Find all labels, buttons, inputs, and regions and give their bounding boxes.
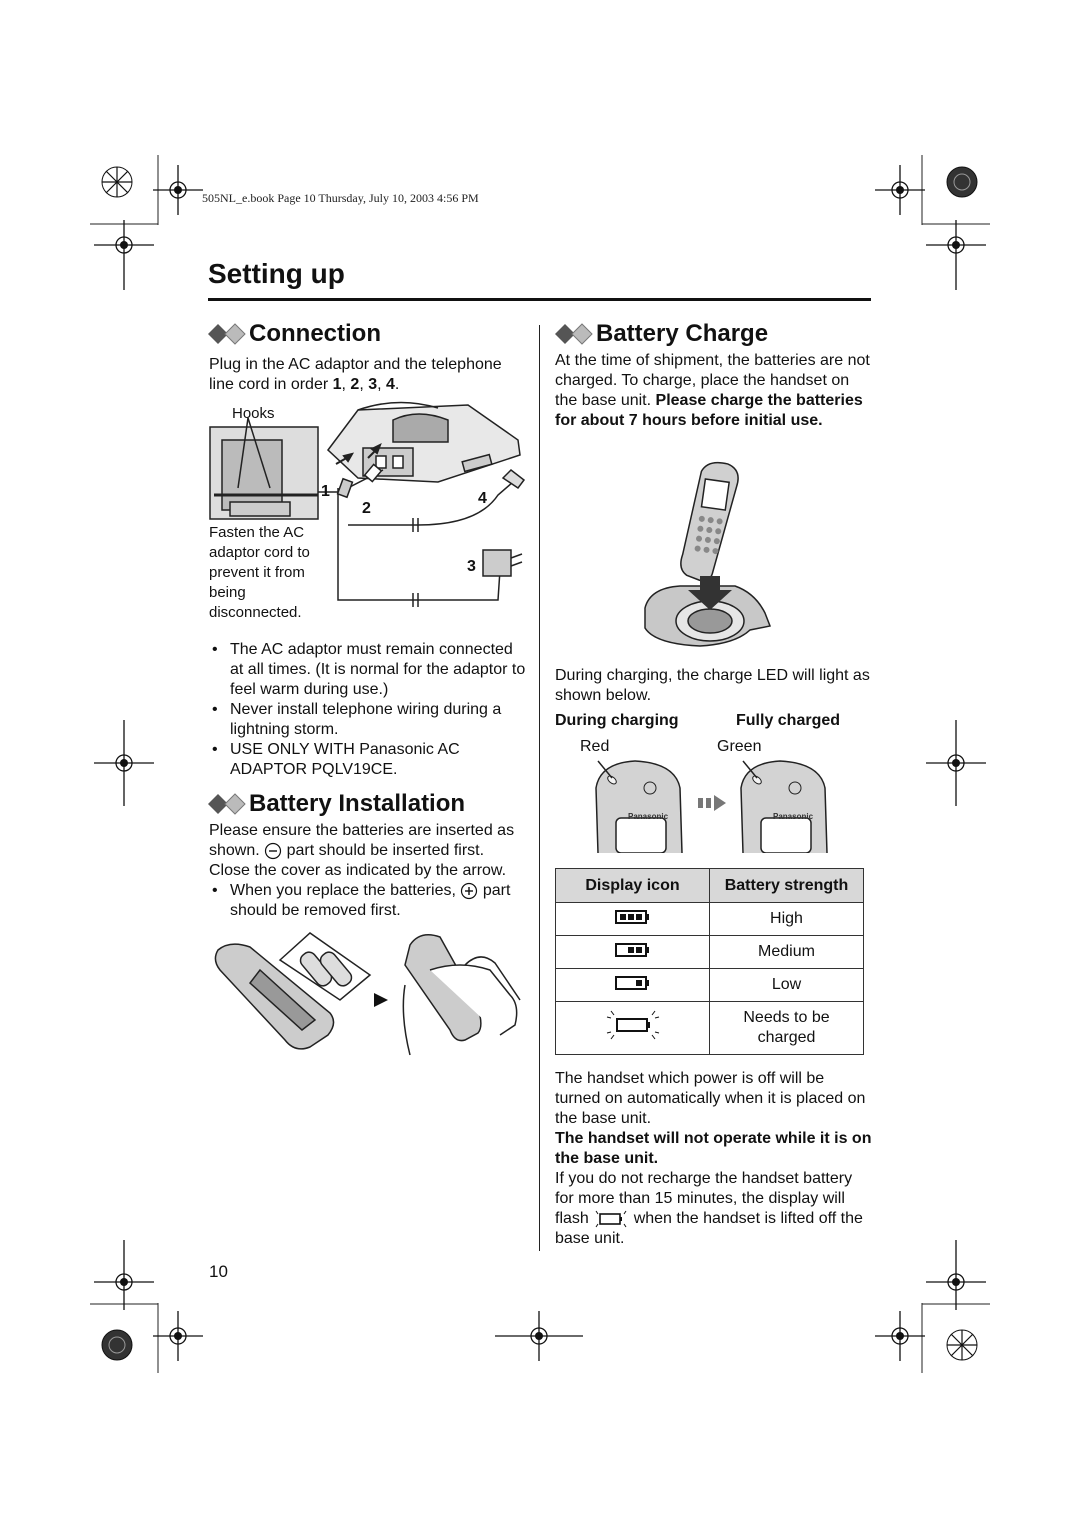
print-header: 505NL_e.book Page 10 Thursday, July 10, 2003 4:56 PM — [202, 191, 479, 205]
led-text: During charging, the charge LED will light as shown below. — [555, 667, 870, 704]
strength-value: Medium — [710, 936, 864, 969]
fasten-note: Fasten the AC adaptor cord to prevent it from being disconnected. — [209, 524, 310, 621]
brand-label: Panasonic — [773, 812, 814, 821]
battery-installation-illustration — [210, 925, 530, 1065]
battery-strength-table — [555, 868, 864, 1055]
hooks-label: Hooks — [232, 405, 275, 422]
table-row — [556, 903, 864, 936]
column-divider — [539, 325, 540, 1251]
step-3-label: 3 — [467, 558, 476, 575]
table-row — [556, 936, 864, 969]
title-rule — [208, 298, 871, 301]
red-label: Red — [580, 738, 610, 755]
list-item: • Never install telephone wiring during a lightning storm. — [209, 700, 527, 740]
auto-power-note: The handset which power is off will be turned on automatically when it is placed on the base unit. — [555, 1070, 866, 1127]
not-operate-note: The handset will not operate while it is on the base unit. — [555, 1130, 872, 1167]
battery-charge-intro: At the time of shipment, the batteries are not charged. To charge, place the handset on the base unit. Please charge the batteries for about 7 hours before initial use. — [555, 352, 870, 429]
charge-led-illustration — [590, 758, 850, 853]
connection-heading: Connection — [208, 320, 381, 348]
column-header: Display icon — [556, 869, 710, 903]
list-item: • The AC adaptor must remain connected at all times. (It is normal for the adaptor to feel warm during use.) — [209, 640, 527, 700]
double-diamond-icon — [208, 323, 246, 345]
double-diamond-icon — [208, 793, 246, 815]
during-charging-label: During charging — [555, 712, 679, 729]
battery-charge-heading: Battery Charge — [555, 320, 768, 348]
table-header-row — [556, 869, 864, 903]
battery-medium-icon — [615, 942, 651, 958]
handset-on-base-illustration — [640, 458, 775, 650]
battery-flashing-icon — [593, 1209, 629, 1229]
page-number: 10 — [209, 1262, 228, 1281]
table-row — [556, 969, 864, 1002]
recharge-note: If you do not recharge the handset battery for more than 15 minutes, the display will flash when the handset is lifted off the base unit. — [555, 1170, 863, 1248]
list-item: • USE ONLY WITH Panasonic AC ADAPTOR PQLV19CE. — [209, 740, 527, 780]
plus-terminal-icon — [460, 882, 478, 900]
table-row — [556, 1002, 864, 1055]
strength-value: Low — [710, 969, 864, 1002]
battery-installation-text: Please ensure the batteries are inserted as shown. part should be inserted first. Close the cover as indicated by the arrow. — [209, 822, 515, 879]
step-1-label: 1 — [321, 483, 330, 500]
brand-label: Panasonic — [628, 812, 669, 821]
connection-bullets — [209, 640, 527, 780]
strength-value: Needs to be charged — [710, 1002, 864, 1055]
battery-installation-bullets — [209, 881, 529, 921]
fully-charged-label: Fully charged — [736, 712, 841, 729]
page-title: Setting up — [208, 258, 345, 289]
battery-low-icon — [615, 975, 651, 991]
double-diamond-icon — [555, 323, 593, 345]
battery-installation-heading: Battery Installation — [208, 790, 465, 818]
green-label: Green — [717, 738, 762, 755]
step-2-label: 2 — [362, 500, 371, 517]
minus-terminal-icon — [264, 842, 282, 860]
connection-intro: Plug in the AC adaptor and the telephone line cord in order 1, 2, 3, 4. — [209, 356, 502, 393]
column-header: Battery strength — [710, 869, 864, 903]
battery-flashing-icon — [605, 1008, 661, 1042]
strength-value: High — [710, 903, 864, 936]
step-4-label: 4 — [478, 490, 487, 507]
list-item: • When you replace the batteries, part should be removed first. — [209, 881, 529, 921]
battery-full-icon — [615, 909, 651, 925]
